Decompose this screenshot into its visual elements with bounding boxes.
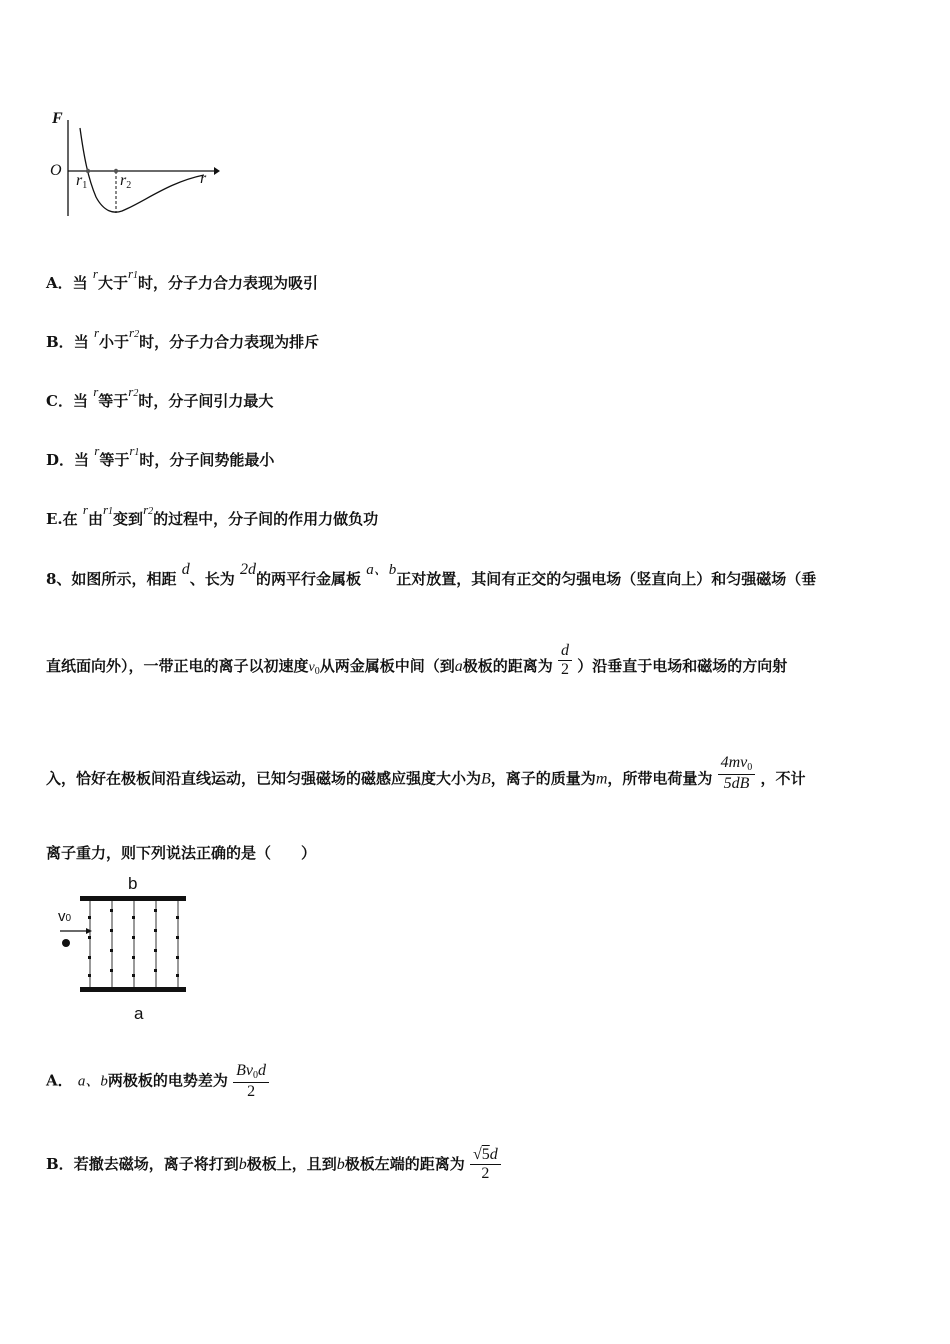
r2-label: $r_2$ [120,172,132,191]
ion [62,939,70,947]
force-distance-svg [44,112,224,222]
plates-svg [50,874,200,1024]
q8-line-3: 入，恰好在极板间沿直线运动，已知匀强磁场的磁感应强度大小为B，离子的质量为m，所带电荷量为 $\frac{4mv_0}{5dB}$ ，不计 [46,754,806,792]
q8-line-1: 8、如图所示，相距 d、长为 2d的两平行金属板 a、b正对放置，其间有正交的匀强电场（竖直向上）和匀强磁场（垂 [46,561,817,588]
force-curve [80,128,207,212]
plate-a [80,987,186,992]
option-e: E.在 r由r1变到r2的过程中，分子间的作用力做负功 [46,502,379,528]
v0-label: v0 [58,908,72,925]
q8-option-a: A． a、b两极板的电势差为 $\frac{Bv_0d}{2}$ [46,1062,269,1101]
r-axis-label: r [200,170,207,187]
force-distance-graph [44,112,224,222]
r2-point [114,169,118,173]
r-axis-arrow [214,167,220,175]
q8-option-b: B．若撤去磁场，离子将打到b极板上，且到b极板左端的距离为 $\frac{√5d}{2}$ [46,1146,501,1184]
option-b: B．当 r小于r2时，分子力合力表现为排斥 [46,325,320,351]
option-c: C．当 r等于r2时，分子间引力最大 [46,384,274,410]
velocity-arrowhead [86,928,92,934]
distance-fraction: $\frac{√5d}{2}$ [470,1146,501,1184]
potential-fraction: $\frac{Bv_0d}{2}$ [233,1062,269,1101]
plate-b-label: b [128,874,138,893]
q8-line-2: 直纸面向外），一带正电的离子以初速度$v_0$从两金属板中间（到a极板的距离为 $\frac{d}{2}$ ）沿垂直于电场和磁场的方向射 [46,642,788,679]
parallel-plates-figure [50,874,200,1024]
q8-line-4: 离子重力，则下列说法正确的是（ ） [46,844,317,862]
r1-label: $r_1$ [76,172,88,191]
origin-label: O [50,162,62,179]
half-d-fraction: $\frac{d}{2}$ [558,642,572,680]
option-a: A．当 r大于r1时，分子力合力表现为吸引 [46,266,319,292]
plate-a-label: a [134,1004,144,1023]
f-label: F [52,110,63,127]
option-d: D．当 r等于r1时，分子间势能最小 [46,443,275,469]
plate-b [80,896,186,901]
charge-fraction: $\frac{4mv_0}{5dB}$ [718,754,756,793]
